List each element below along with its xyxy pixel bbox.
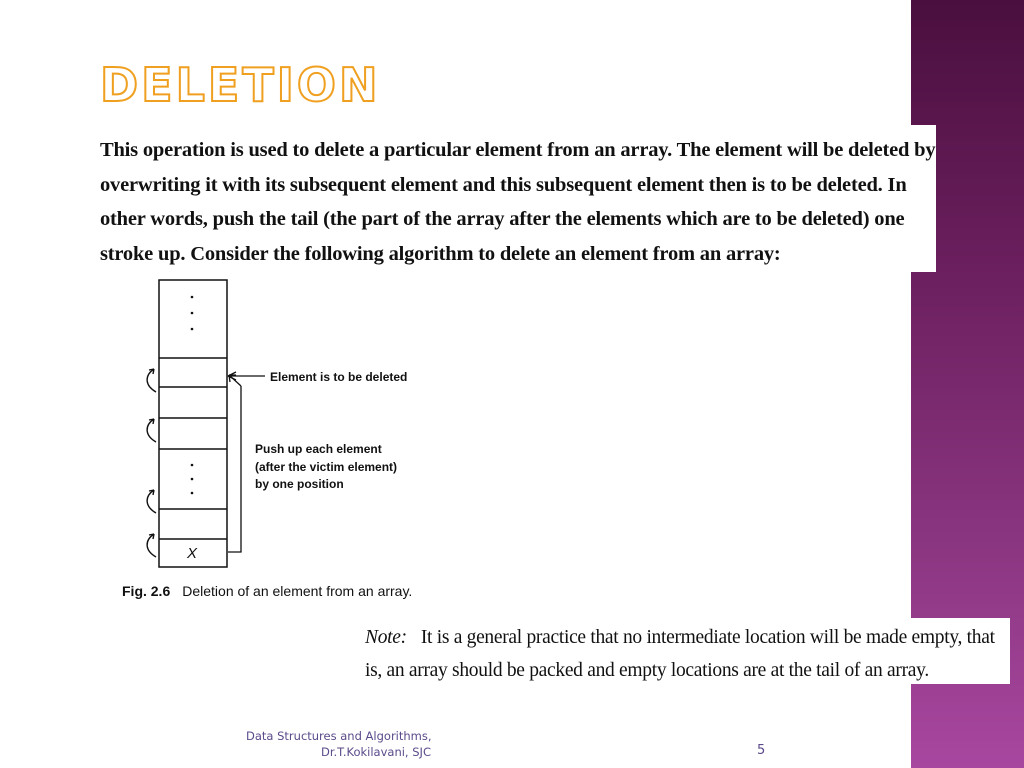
label-push-line3: by one position	[255, 477, 344, 491]
slide-title: DELETION	[100, 58, 381, 112]
label-element-deleted: Element is to be deleted	[270, 370, 408, 384]
ellipsis-dot	[191, 328, 194, 331]
push-bracket	[228, 386, 241, 552]
footer-credit	[246, 728, 432, 760]
figure-caption	[122, 583, 412, 599]
last-cell-x: X	[187, 545, 198, 562]
note-text: It is a general practice that no intermediate location will be made empty, that is, an array should be packed and empty locations are at the tail of an array.	[365, 627, 995, 681]
ellipsis-dot	[191, 478, 194, 481]
array-outline	[159, 280, 227, 567]
deletion-figure	[110, 275, 440, 615]
ellipsis-dot	[191, 296, 194, 299]
paragraph-box	[88, 125, 936, 272]
ellipsis-dot	[191, 492, 194, 495]
note-paragraph	[365, 621, 1010, 687]
ellipsis-dot	[191, 464, 194, 467]
array-diagram	[110, 275, 440, 575]
caption-text: Deletion of an element from an array.	[182, 583, 413, 599]
footer-line1: Data Structures and Algorithms,	[246, 729, 432, 743]
intro-paragraph: This operation is used to delete a particular element from an array. The element will be deleted by overwriting it with its subsequent element and this subsequent element then is to be deleted. In other words, push the tail (the part of the array after the elements which are to be deleted) one stroke up. Consider the following algorithm to delete an element from an array:	[100, 139, 936, 265]
ellipsis-dot	[191, 312, 194, 315]
label-push-line1: Push up each element	[255, 442, 382, 456]
note-box	[355, 618, 1010, 684]
label-push-line2: (after the victim element)	[255, 460, 398, 474]
shift-arrows	[147, 369, 156, 557]
note-lead: Note:	[365, 627, 407, 648]
footer-line2: Dr.T.Kokilavani, SJC	[321, 745, 431, 759]
page-number: 5	[757, 743, 766, 758]
caption-number: Fig. 2.6	[122, 583, 171, 599]
